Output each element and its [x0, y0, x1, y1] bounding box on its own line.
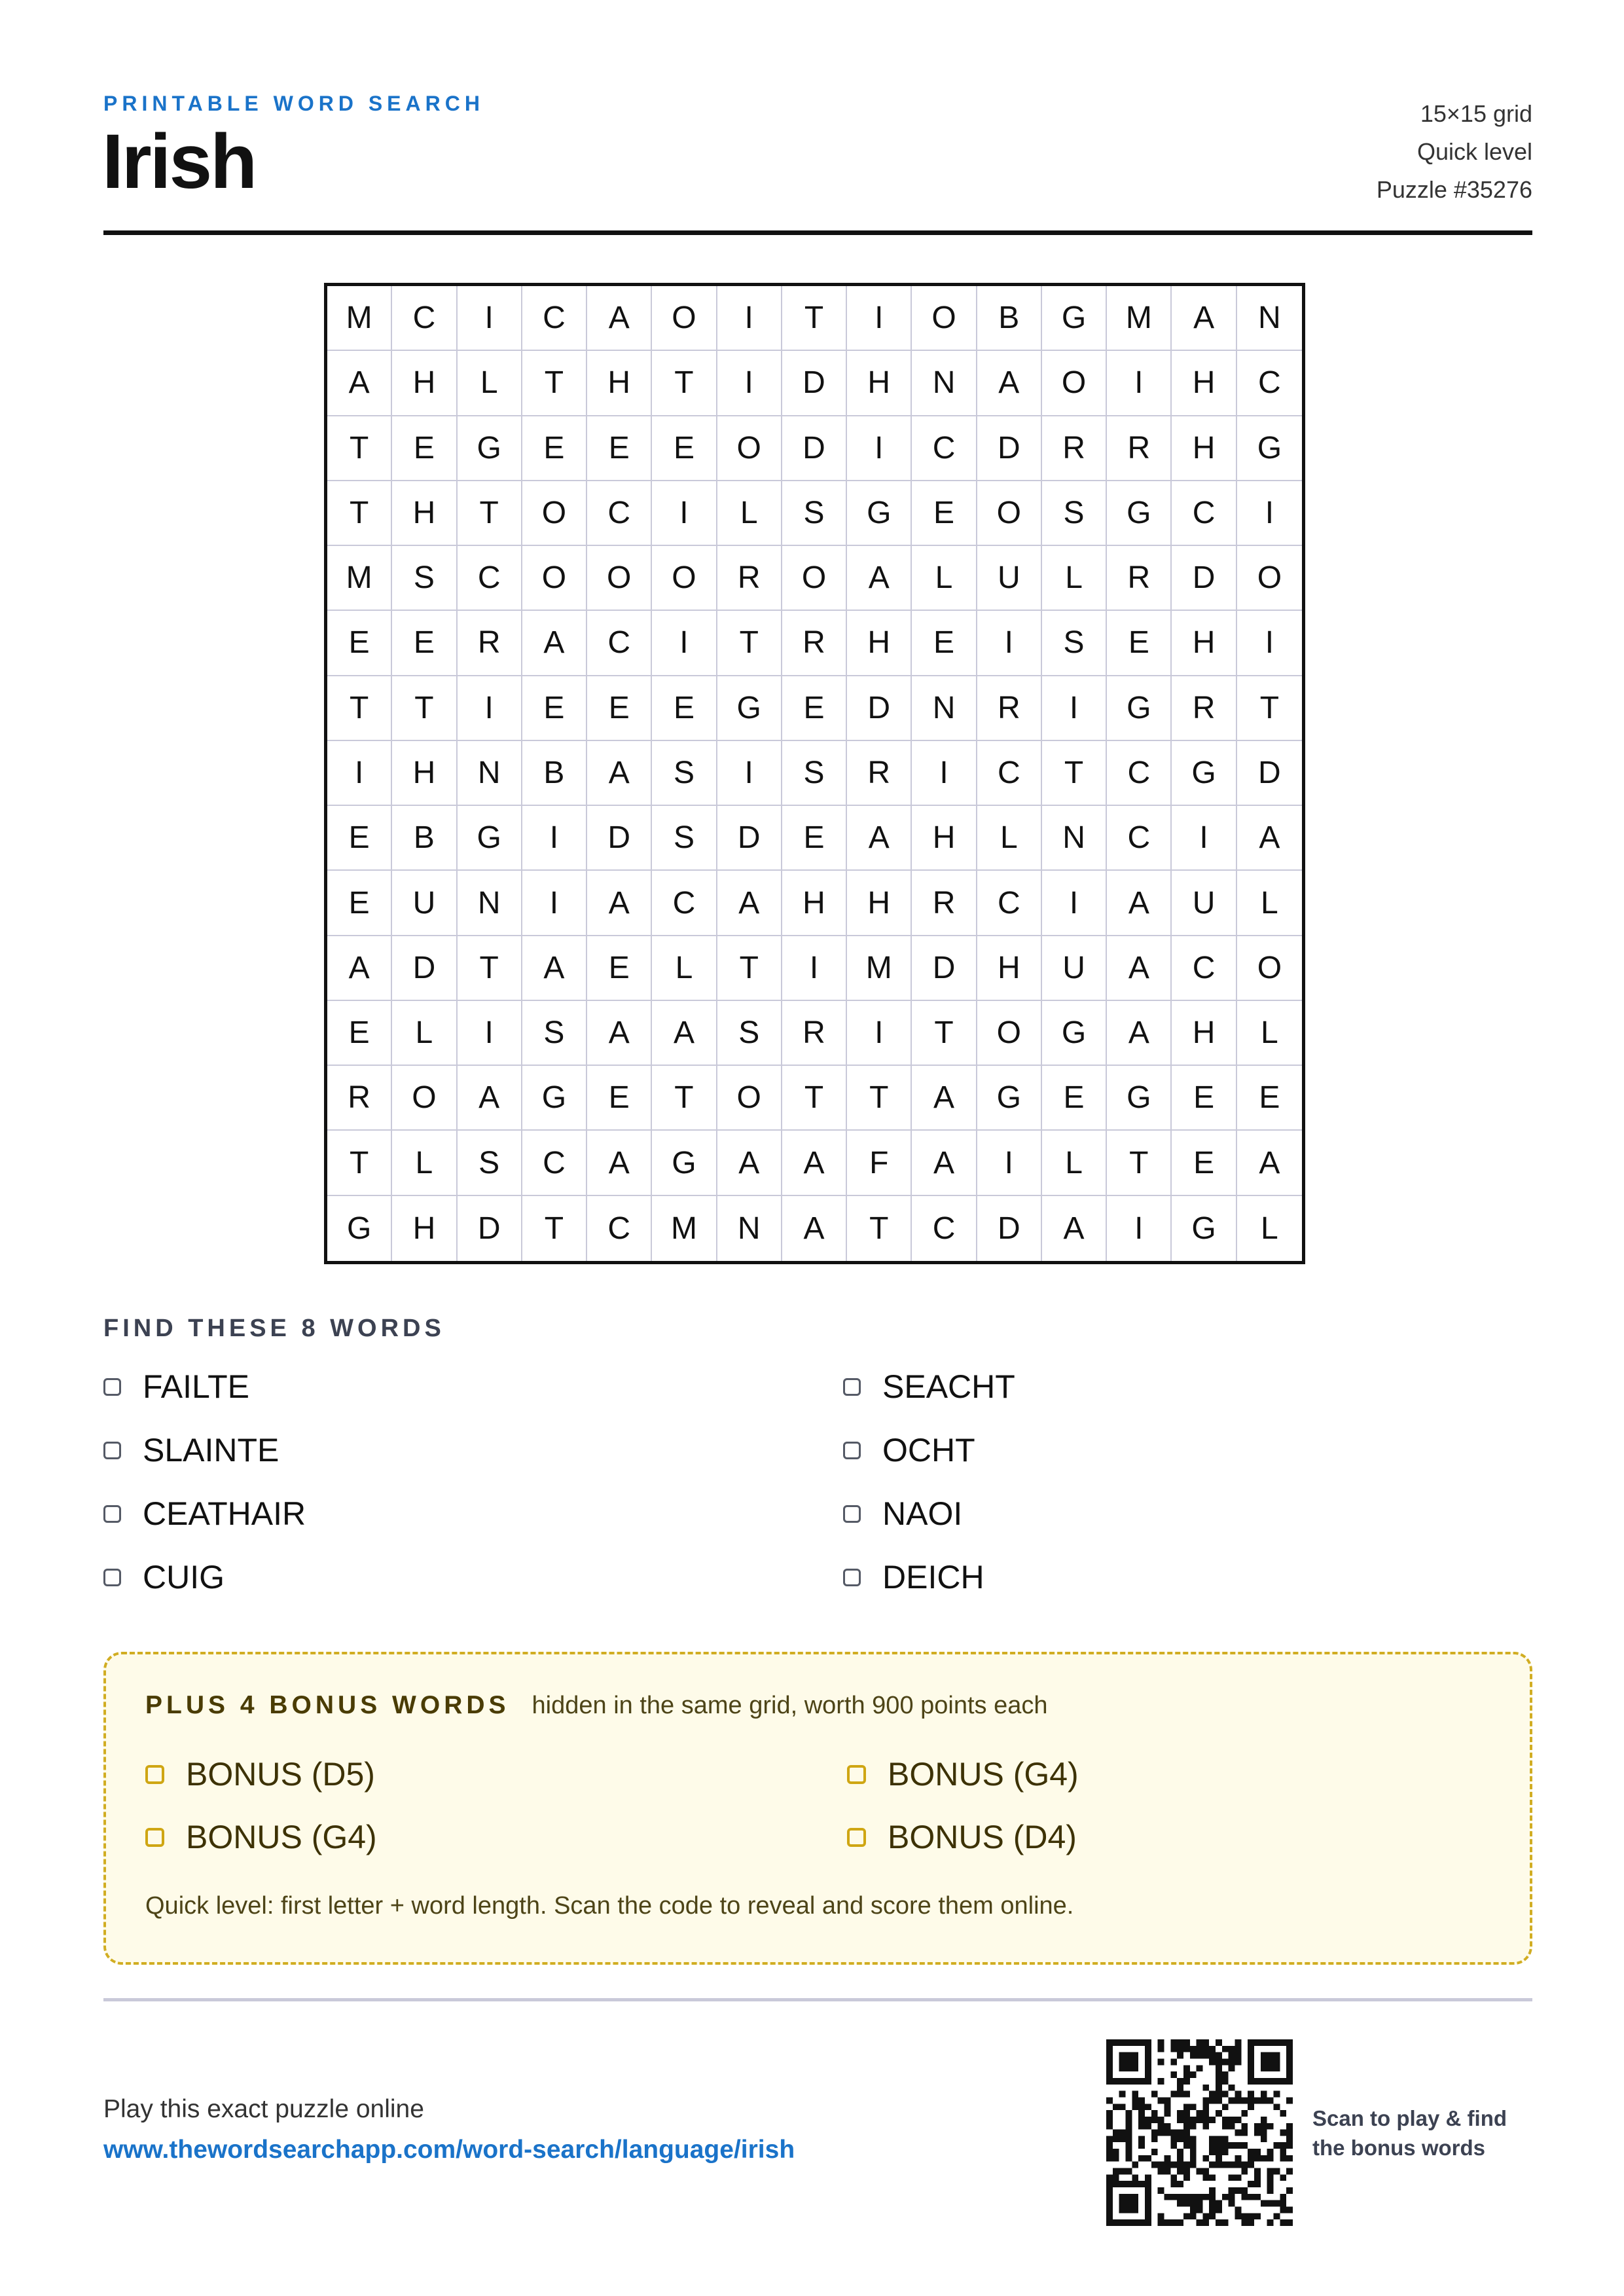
- grid-cell[interactable]: D: [392, 936, 457, 1001]
- grid-cell[interactable]: H: [977, 936, 1042, 1001]
- grid-cell[interactable]: C: [392, 286, 457, 351]
- grid-cell[interactable]: O: [522, 546, 587, 611]
- grid-cell[interactable]: A: [1237, 1131, 1302, 1195]
- grid-cell[interactable]: S: [1042, 481, 1107, 546]
- grid-cell[interactable]: T: [847, 1196, 912, 1261]
- grid-cell[interactable]: C: [652, 871, 717, 936]
- checkbox-icon[interactable]: [103, 1505, 121, 1523]
- grid-cell[interactable]: I: [717, 741, 782, 806]
- grid-cell[interactable]: C: [1172, 936, 1236, 1001]
- grid-cell[interactable]: H: [392, 1196, 457, 1261]
- grid-cell[interactable]: I: [522, 871, 587, 936]
- checkbox-icon[interactable]: [843, 1442, 861, 1459]
- grid-cell[interactable]: S: [717, 1001, 782, 1066]
- grid-cell[interactable]: A: [587, 286, 652, 351]
- grid-cell[interactable]: E: [327, 1001, 392, 1066]
- grid-cell[interactable]: G: [977, 1066, 1042, 1131]
- grid-cell[interactable]: C: [1107, 741, 1172, 806]
- grid-cell[interactable]: A: [327, 351, 392, 416]
- checkbox-icon[interactable]: [847, 1765, 866, 1784]
- grid-cell[interactable]: O: [717, 416, 782, 481]
- grid-cell[interactable]: E: [1107, 611, 1172, 676]
- grid-cell[interactable]: H: [392, 351, 457, 416]
- grid-cell[interactable]: A: [458, 1066, 522, 1131]
- grid-cell[interactable]: L: [977, 806, 1042, 871]
- grid-cell[interactable]: T: [522, 1196, 587, 1261]
- word-item[interactable]: [843, 1495, 1532, 1532]
- bonus-note: Quick level: first letter + word length. Scan the code to reveal and score them online.: [145, 1892, 1074, 1920]
- grid-cell[interactable]: L: [1042, 1131, 1107, 1195]
- grid-cell[interactable]: D: [977, 1196, 1042, 1261]
- grid-cell[interactable]: E: [587, 936, 652, 1001]
- grid-cell[interactable]: R: [782, 1001, 847, 1066]
- grid-cell[interactable]: N: [912, 351, 977, 416]
- checkbox-icon[interactable]: [843, 1378, 861, 1396]
- word-label: SLAINTE: [143, 1432, 280, 1468]
- grid-cell[interactable]: D: [977, 416, 1042, 481]
- checkbox-icon[interactable]: [843, 1505, 861, 1523]
- word-label: SEACHT: [882, 1368, 1015, 1405]
- grid-cell[interactable]: L: [652, 936, 717, 1001]
- bonus-label: BONUS (D4): [888, 1819, 1077, 1855]
- grid-cell[interactable]: R: [327, 1066, 392, 1131]
- checkbox-icon[interactable]: [103, 1378, 121, 1396]
- grid-cell[interactable]: A: [912, 1131, 977, 1195]
- grid-cell[interactable]: O: [522, 481, 587, 546]
- grid-cell[interactable]: U: [392, 871, 457, 936]
- grid-cell[interactable]: G: [522, 1066, 587, 1131]
- grid-cell[interactable]: A: [522, 611, 587, 676]
- grid-cell[interactable]: U: [1042, 936, 1107, 1001]
- grid-cell[interactable]: E: [1042, 1066, 1107, 1131]
- puzzle-number-label: Puzzle #35276: [1376, 176, 1532, 203]
- grid-cell[interactable]: A: [717, 871, 782, 936]
- grid-cell[interactable]: T: [327, 676, 392, 741]
- grid-cell[interactable]: T: [652, 1066, 717, 1131]
- grid-cell[interactable]: N: [458, 871, 522, 936]
- grid-cell[interactable]: N: [717, 1196, 782, 1261]
- grid-cell[interactable]: R: [1107, 416, 1172, 481]
- grid-cell[interactable]: A: [327, 936, 392, 1001]
- bonus-title: PLUS 4 BONUS WORDS: [145, 1691, 510, 1719]
- grid-cell[interactable]: C: [522, 286, 587, 351]
- word-list: [103, 1368, 1532, 1595]
- grid-cell[interactable]: T: [327, 416, 392, 481]
- grid-cell[interactable]: D: [587, 806, 652, 871]
- header-divider: [103, 230, 1532, 235]
- grid-cell[interactable]: A: [847, 806, 912, 871]
- grid-cell[interactable]: I: [458, 1001, 522, 1066]
- checkbox-icon[interactable]: [103, 1569, 121, 1586]
- grid-cell[interactable]: A: [587, 741, 652, 806]
- grid-cell[interactable]: R: [1172, 676, 1236, 741]
- grid-cell[interactable]: H: [1172, 351, 1236, 416]
- checkbox-icon[interactable]: [145, 1828, 164, 1847]
- grid-cell[interactable]: I: [652, 481, 717, 546]
- grid-cell[interactable]: I: [717, 286, 782, 351]
- grid-cell[interactable]: S: [782, 481, 847, 546]
- bonus-panel: [103, 1652, 1532, 1965]
- grid-cell[interactable]: R: [1042, 416, 1107, 481]
- letter-grid[interactable]: [324, 283, 1305, 1264]
- grid-cell[interactable]: E: [912, 611, 977, 676]
- grid-cell[interactable]: B: [522, 741, 587, 806]
- grid-cell[interactable]: I: [1107, 351, 1172, 416]
- grid-cell[interactable]: O: [1237, 936, 1302, 1001]
- word-item[interactable]: [103, 1432, 843, 1468]
- grid-cell[interactable]: T: [1042, 741, 1107, 806]
- grid-cell[interactable]: E: [782, 676, 847, 741]
- grid-cell[interactable]: O: [977, 1001, 1042, 1066]
- grid-cell[interactable]: A: [1107, 936, 1172, 1001]
- grid-cell[interactable]: D: [782, 351, 847, 416]
- grid-cell[interactable]: I: [977, 1131, 1042, 1195]
- grid-cell[interactable]: D: [782, 416, 847, 481]
- grid-cell[interactable]: T: [912, 1001, 977, 1066]
- grid-cell[interactable]: I: [1107, 1196, 1172, 1261]
- grid-cell[interactable]: G: [1107, 1066, 1172, 1131]
- grid-cell[interactable]: O: [977, 481, 1042, 546]
- page-eyebrow: PRINTABLE WORD SEARCH: [103, 92, 484, 115]
- grid-cell[interactable]: E: [1237, 1066, 1302, 1131]
- grid-cell[interactable]: E: [652, 676, 717, 741]
- grid-cell[interactable]: H: [847, 871, 912, 936]
- grid-cell[interactable]: G: [458, 416, 522, 481]
- grid-cell[interactable]: T: [327, 1131, 392, 1195]
- puzzle-meta: [1377, 95, 1532, 209]
- grid-cell[interactable]: C: [1237, 351, 1302, 416]
- grid-cell[interactable]: S: [522, 1001, 587, 1066]
- grid-cell[interactable]: D: [717, 806, 782, 871]
- word-label: FAILTE: [143, 1368, 250, 1405]
- grid-cell[interactable]: A: [782, 1196, 847, 1261]
- play-online-label: Play this exact puzzle online: [103, 2095, 424, 2123]
- grid-cell[interactable]: G: [717, 676, 782, 741]
- grid-cell[interactable]: T: [717, 936, 782, 1001]
- footer-divider: [103, 1998, 1532, 2001]
- grid-cell[interactable]: I: [1042, 676, 1107, 741]
- checkbox-icon[interactable]: [847, 1828, 866, 1847]
- grid-cell[interactable]: T: [392, 676, 457, 741]
- word-label: OCHT: [882, 1432, 975, 1468]
- grid-cell[interactable]: O: [652, 546, 717, 611]
- bonus-header: [145, 1691, 1048, 1720]
- grid-cell[interactable]: S: [392, 546, 457, 611]
- word-label: DEICH: [882, 1559, 984, 1595]
- grid-cell[interactable]: C: [522, 1131, 587, 1195]
- grid-cell[interactable]: E: [392, 416, 457, 481]
- grid-cell[interactable]: O: [392, 1066, 457, 1131]
- bonus-label: BONUS (G4): [186, 1819, 377, 1855]
- grid-cell[interactable]: S: [652, 741, 717, 806]
- word-item[interactable]: [103, 1495, 843, 1532]
- grid-cell[interactable]: H: [392, 481, 457, 546]
- grid-cell[interactable]: C: [977, 871, 1042, 936]
- grid-cell[interactable]: H: [1172, 611, 1236, 676]
- grid-cell[interactable]: N: [1042, 806, 1107, 871]
- grid-cell[interactable]: H: [847, 611, 912, 676]
- grid-cell[interactable]: E: [587, 1066, 652, 1131]
- grid-cell[interactable]: I: [847, 1001, 912, 1066]
- grid-cell[interactable]: E: [392, 611, 457, 676]
- grid-cell[interactable]: T: [327, 481, 392, 546]
- grid-cell[interactable]: I: [977, 611, 1042, 676]
- grid-cell[interactable]: G: [327, 1196, 392, 1261]
- grid-cell[interactable]: L: [392, 1131, 457, 1195]
- grid-cell[interactable]: O: [912, 286, 977, 351]
- grid-cell[interactable]: O: [717, 1066, 782, 1131]
- grid-cell[interactable]: C: [977, 741, 1042, 806]
- grid-cell[interactable]: O: [652, 286, 717, 351]
- grid-cell[interactable]: C: [912, 1196, 977, 1261]
- grid-cell[interactable]: T: [782, 1066, 847, 1131]
- grid-cell[interactable]: E: [327, 871, 392, 936]
- grid-cell[interactable]: A: [782, 1131, 847, 1195]
- grid-cell[interactable]: C: [1107, 806, 1172, 871]
- grid-cell[interactable]: T: [458, 936, 522, 1001]
- grid-cell[interactable]: G: [1042, 286, 1107, 351]
- word-list-heading: FIND THESE 8 WORDS: [103, 1315, 445, 1342]
- grid-cell[interactable]: A: [1107, 871, 1172, 936]
- grid-cell[interactable]: G: [1107, 481, 1172, 546]
- grid-cell[interactable]: T: [717, 611, 782, 676]
- word-item[interactable]: [843, 1559, 1532, 1595]
- grid-cell[interactable]: E: [522, 676, 587, 741]
- grid-cell[interactable]: I: [652, 611, 717, 676]
- grid-cell[interactable]: E: [1172, 1066, 1236, 1131]
- grid-cell[interactable]: T: [782, 286, 847, 351]
- grid-cell[interactable]: I: [782, 936, 847, 1001]
- grid-cell[interactable]: C: [587, 1196, 652, 1261]
- grid-cell[interactable]: A: [977, 351, 1042, 416]
- bonus-item[interactable]: [847, 1756, 1436, 1793]
- grid-cell[interactable]: A: [587, 871, 652, 936]
- bonus-item[interactable]: [847, 1819, 1436, 1855]
- grid-cell[interactable]: G: [1042, 1001, 1107, 1066]
- grid-cell[interactable]: L: [1042, 546, 1107, 611]
- grid-cell[interactable]: D: [912, 936, 977, 1001]
- grid-cell[interactable]: T: [1107, 1131, 1172, 1195]
- grid-cell[interactable]: E: [327, 806, 392, 871]
- qr-code-icon[interactable]: [1106, 2039, 1293, 2226]
- grid-cell[interactable]: E: [782, 806, 847, 871]
- grid-cell[interactable]: L: [1237, 871, 1302, 936]
- grid-cell[interactable]: G: [458, 806, 522, 871]
- grid-cell[interactable]: M: [327, 546, 392, 611]
- grid-cell[interactable]: L: [912, 546, 977, 611]
- grid-cell[interactable]: I: [717, 351, 782, 416]
- grid-cell[interactable]: R: [1107, 546, 1172, 611]
- grid-cell[interactable]: T: [522, 351, 587, 416]
- grid-cell[interactable]: H: [847, 351, 912, 416]
- grid-cell[interactable]: R: [912, 871, 977, 936]
- grid-cell[interactable]: I: [1172, 806, 1236, 871]
- grid-cell[interactable]: H: [1172, 416, 1236, 481]
- grid-cell[interactable]: H: [782, 871, 847, 936]
- checkbox-icon[interactable]: [145, 1765, 164, 1784]
- grid-cell[interactable]: D: [458, 1196, 522, 1261]
- grid-cell[interactable]: A: [717, 1131, 782, 1195]
- grid-cell[interactable]: M: [1107, 286, 1172, 351]
- level-label: Quick level: [1416, 138, 1532, 165]
- bonus-list: [145, 1756, 1436, 1855]
- grid-cell[interactable]: G: [1107, 676, 1172, 741]
- grid-cell[interactable]: R: [782, 611, 847, 676]
- grid-cell[interactable]: I: [458, 286, 522, 351]
- grid-cell[interactable]: T: [847, 1066, 912, 1131]
- qr-caption-line: the bonus words: [1312, 2136, 1485, 2160]
- grid-cell[interactable]: E: [1172, 1131, 1236, 1195]
- grid-cell[interactable]: H: [1172, 1001, 1236, 1066]
- grid-cell[interactable]: D: [1237, 741, 1302, 806]
- grid-cell[interactable]: A: [1172, 286, 1236, 351]
- grid-size-label: 15×15 grid: [1420, 100, 1532, 127]
- grid-cell[interactable]: U: [977, 546, 1042, 611]
- grid-cell[interactable]: U: [1172, 871, 1236, 936]
- grid-cell[interactable]: C: [1172, 481, 1236, 546]
- grid-cell[interactable]: A: [522, 936, 587, 1001]
- grid-cell[interactable]: I: [912, 741, 977, 806]
- grid-cell[interactable]: O: [1042, 351, 1107, 416]
- grid-cell[interactable]: R: [847, 741, 912, 806]
- grid-cell[interactable]: G: [652, 1131, 717, 1195]
- grid-cell[interactable]: O: [587, 546, 652, 611]
- grid-cell[interactable]: S: [458, 1131, 522, 1195]
- grid-cell[interactable]: D: [1172, 546, 1236, 611]
- grid-cell[interactable]: B: [392, 806, 457, 871]
- grid-cell[interactable]: C: [587, 611, 652, 676]
- grid-cell[interactable]: A: [912, 1066, 977, 1131]
- grid-cell[interactable]: A: [587, 1131, 652, 1195]
- grid-cell[interactable]: I: [327, 741, 392, 806]
- grid-cell[interactable]: C: [587, 481, 652, 546]
- grid-cell[interactable]: O: [782, 546, 847, 611]
- grid-cell[interactable]: T: [458, 481, 522, 546]
- grid-cell[interactable]: T: [652, 351, 717, 416]
- qr-caption: [1312, 2104, 1507, 2162]
- grid-cell[interactable]: N: [458, 741, 522, 806]
- grid-cell[interactable]: R: [458, 611, 522, 676]
- bonus-label: BONUS (G4): [888, 1756, 1079, 1793]
- grid-cell[interactable]: A: [1107, 1001, 1172, 1066]
- grid-cell[interactable]: E: [587, 676, 652, 741]
- grid-cell[interactable]: C: [912, 416, 977, 481]
- grid-cell[interactable]: E: [652, 416, 717, 481]
- grid-cell[interactable]: E: [522, 416, 587, 481]
- checkbox-icon[interactable]: [843, 1569, 861, 1586]
- grid-cell[interactable]: I: [458, 676, 522, 741]
- grid-cell[interactable]: D: [847, 676, 912, 741]
- word-label: CUIG: [143, 1559, 225, 1595]
- grid-cell[interactable]: A: [1237, 806, 1302, 871]
- word-item[interactable]: [843, 1368, 1532, 1405]
- grid-cell[interactable]: I: [1237, 481, 1302, 546]
- grid-cell[interactable]: S: [782, 741, 847, 806]
- checkbox-icon[interactable]: [103, 1442, 121, 1459]
- grid-cell[interactable]: R: [717, 546, 782, 611]
- qr-caption-line: Scan to play & find: [1312, 2106, 1507, 2130]
- grid-cell[interactable]: L: [717, 481, 782, 546]
- grid-cell[interactable]: E: [912, 481, 977, 546]
- word-label: CEATHAIR: [143, 1495, 306, 1532]
- grid-cell[interactable]: S: [1042, 611, 1107, 676]
- grid-cell[interactable]: L: [392, 1001, 457, 1066]
- grid-cell[interactable]: O: [1237, 546, 1302, 611]
- grid-cell[interactable]: A: [587, 1001, 652, 1066]
- bonus-item[interactable]: [145, 1756, 847, 1793]
- word-item[interactable]: [843, 1432, 1532, 1468]
- bonus-label: BONUS (D5): [186, 1756, 375, 1793]
- grid-cell[interactable]: G: [1172, 741, 1236, 806]
- grid-cell[interactable]: F: [847, 1131, 912, 1195]
- grid-cell[interactable]: I: [847, 286, 912, 351]
- word-item[interactable]: [103, 1559, 843, 1595]
- bonus-item[interactable]: [145, 1819, 847, 1855]
- grid-cell[interactable]: I: [1237, 611, 1302, 676]
- grid-cell[interactable]: G: [1172, 1196, 1236, 1261]
- page-title: Irish: [102, 118, 256, 205]
- grid-cell[interactable]: G: [847, 481, 912, 546]
- grid-cell[interactable]: E: [587, 416, 652, 481]
- grid-cell[interactable]: M: [847, 936, 912, 1001]
- grid-cell[interactable]: N: [912, 676, 977, 741]
- grid-cell[interactable]: T: [1237, 676, 1302, 741]
- grid-cell[interactable]: A: [847, 546, 912, 611]
- word-item[interactable]: [103, 1368, 843, 1405]
- word-label: NAOI: [882, 1495, 963, 1532]
- grid-cell[interactable]: M: [327, 286, 392, 351]
- grid-cell[interactable]: B: [977, 286, 1042, 351]
- grid-cell[interactable]: N: [1237, 286, 1302, 351]
- grid-cell[interactable]: M: [652, 1196, 717, 1261]
- grid-cell[interactable]: S: [652, 806, 717, 871]
- grid-cell[interactable]: C: [458, 546, 522, 611]
- grid-cell[interactable]: G: [1237, 416, 1302, 481]
- grid-cell[interactable]: H: [587, 351, 652, 416]
- grid-cell[interactable]: I: [522, 806, 587, 871]
- grid-cell[interactable]: L: [458, 351, 522, 416]
- grid-cell[interactable]: L: [1261, 1211, 1278, 1246]
- grid-cell[interactable]: I: [847, 416, 912, 481]
- grid-cell[interactable]: A: [652, 1001, 717, 1066]
- grid-cell[interactable]: L: [1237, 1001, 1302, 1066]
- grid-cell[interactable]: A: [1042, 1196, 1107, 1261]
- grid-cell[interactable]: H: [912, 806, 977, 871]
- grid-cell[interactable]: H: [392, 741, 457, 806]
- grid-cell[interactable]: I: [1042, 871, 1107, 936]
- grid-cell[interactable]: E: [327, 611, 392, 676]
- bonus-subtitle: hidden in the same grid, worth 900 points each: [532, 1692, 1048, 1719]
- grid-cell[interactable]: R: [977, 676, 1042, 741]
- puzzle-link[interactable]: www.thewordsearchapp.com/word-search/language/irish: [103, 2136, 795, 2164]
